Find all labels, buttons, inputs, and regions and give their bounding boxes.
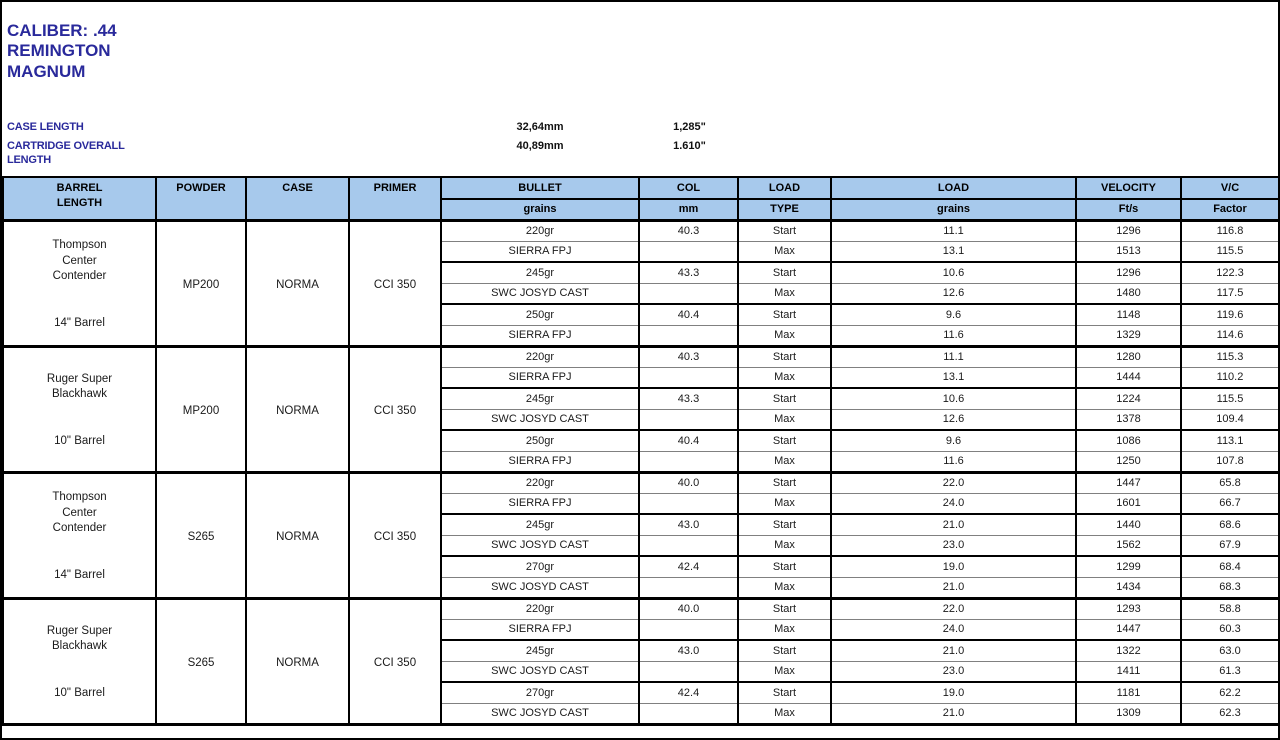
bullet-weight-cell: 245gr: [441, 514, 639, 535]
load-grains-cell: 19.0: [831, 556, 1076, 577]
col-mm-cell: 43.3: [639, 262, 738, 283]
column-header-text: LENGTH: [56, 196, 103, 209]
col-mm-cell: [639, 493, 738, 514]
powder-cell: S265: [156, 598, 246, 724]
vc-factor-cell: 62.3: [1181, 703, 1279, 724]
load-grains-cell: 21.0: [831, 640, 1076, 661]
barrel-length-line: [4, 537, 155, 553]
load-grains-cell: 13.1: [831, 367, 1076, 388]
column-subheader-vc-factor: Factor: [1181, 199, 1279, 220]
load-grains-cell: 22.0: [831, 598, 1076, 619]
load-grains-cell: 9.6: [831, 430, 1076, 451]
load-grains-cell: 11.6: [831, 451, 1076, 472]
bullet-name-cell: SWC JOSYD CAST: [441, 577, 639, 598]
barrel-length-line: 14" Barrel: [54, 568, 105, 581]
bullet-name-cell: SWC JOSYD CAST: [441, 535, 639, 556]
bullet-name-cell: SIERRA FPJ: [441, 451, 639, 472]
bullet-weight-cell: 220gr: [441, 598, 639, 619]
load-grains-cell: 23.0: [831, 661, 1076, 682]
velocity-cell: 1296: [1076, 220, 1181, 241]
barrel-length-line: Thompson: [52, 239, 107, 251]
bullet-name-cell: SIERRA FPJ: [441, 493, 639, 514]
load-type-cell: Start: [738, 556, 831, 577]
col-mm-cell: [639, 409, 738, 430]
column-subheader-col-mm: mm: [639, 199, 738, 220]
velocity-cell: 1280: [1076, 346, 1181, 367]
table-row: [3, 472, 1279, 493]
velocity-cell: 1378: [1076, 409, 1181, 430]
col-mm-cell: 43.0: [639, 640, 738, 661]
barrel-length-line: 14" Barrel: [54, 316, 105, 329]
col-mm-cell: [639, 367, 738, 388]
bullet-name-cell: SWC JOSYD CAST: [441, 283, 639, 304]
vc-factor-cell: 66.7: [1181, 493, 1279, 514]
load-grains-cell: 22.0: [831, 472, 1076, 493]
bullet-weight-cell: 250gr: [441, 304, 639, 325]
velocity-cell: 1086: [1076, 430, 1181, 451]
primer-cell: CCI 350: [349, 220, 441, 346]
bullet-weight-cell: 270gr: [441, 682, 639, 703]
velocity-cell: 1434: [1076, 577, 1181, 598]
column-header-text: BARREL: [56, 182, 103, 194]
vc-factor-cell: 115.3: [1181, 346, 1279, 367]
barrel-length-cell: [3, 598, 156, 724]
velocity-cell: 1480: [1076, 283, 1181, 304]
sheet-header: [2, 2, 1278, 176]
col-mm-cell: 40.0: [639, 472, 738, 493]
bullet-name-cell: SIERRA FPJ: [441, 241, 639, 262]
case-length-inch-value: 1,285": [673, 121, 706, 133]
load-grains-cell: 12.6: [831, 283, 1076, 304]
case-cell: NORMA: [246, 220, 349, 346]
vc-factor-cell: 116.8: [1181, 220, 1279, 241]
load-type-cell: Start: [738, 220, 831, 241]
load-grains-cell: 11.6: [831, 325, 1076, 346]
vc-factor-cell: 109.4: [1181, 409, 1279, 430]
bullet-name-cell: SWC JOSYD CAST: [441, 409, 639, 430]
load-type-cell: Start: [738, 682, 831, 703]
col-mm-cell: [639, 283, 738, 304]
case-cell: NORMA: [246, 472, 349, 598]
vc-factor-cell: 68.4: [1181, 556, 1279, 577]
velocity-cell: 1322: [1076, 640, 1181, 661]
velocity-cell: 1224: [1076, 388, 1181, 409]
column-header-vc: V/C: [1181, 177, 1279, 199]
vc-factor-cell: 68.6: [1181, 514, 1279, 535]
vc-factor-cell: 61.3: [1181, 661, 1279, 682]
bullet-weight-cell: 245gr: [441, 262, 639, 283]
load-type-cell: Max: [738, 619, 831, 640]
load-type-cell: Max: [738, 451, 831, 472]
vc-factor-cell: 62.2: [1181, 682, 1279, 703]
col-mm-cell: 40.4: [639, 304, 738, 325]
load-type-cell: Start: [738, 304, 831, 325]
vc-factor-cell: 119.6: [1181, 304, 1279, 325]
load-grains-cell: 24.0: [831, 619, 1076, 640]
velocity-cell: 1440: [1076, 514, 1181, 535]
vc-factor-cell: 58.8: [1181, 598, 1279, 619]
col-mm-cell: [639, 241, 738, 262]
barrel-length-line: 10" Barrel: [54, 434, 105, 447]
velocity-cell: 1411: [1076, 661, 1181, 682]
load-grains-cell: 9.6: [831, 304, 1076, 325]
load-type-cell: Max: [738, 703, 831, 724]
col-mm-cell: [639, 535, 738, 556]
bullet-weight-cell: 245gr: [441, 388, 639, 409]
caliber-title-line: CALIBER: .44: [7, 21, 117, 40]
powder-cell: MP200: [156, 220, 246, 346]
vc-factor-cell: 63.0: [1181, 640, 1279, 661]
powder-cell: MP200: [156, 346, 246, 472]
barrel-length-line: Blackhawk: [52, 388, 107, 401]
load-type-cell: Max: [738, 577, 831, 598]
barrel-length-line: [4, 403, 155, 419]
column-header-col: COL: [639, 177, 738, 199]
col-mm-cell: 40.4: [639, 430, 738, 451]
bullet-weight-cell: 220gr: [441, 346, 639, 367]
case-length-label: CASE LENGTH: [7, 121, 84, 133]
velocity-cell: 1250: [1076, 451, 1181, 472]
column-header-case: CASE: [246, 177, 349, 220]
column-header-powder: POWDER: [156, 177, 246, 220]
barrel-length-line: [4, 300, 155, 316]
vc-factor-cell: 115.5: [1181, 388, 1279, 409]
col-mm-cell: [639, 451, 738, 472]
column-subheader-bullet-grains: grains: [441, 199, 639, 220]
load-grains-cell: 21.0: [831, 514, 1076, 535]
velocity-cell: 1299: [1076, 556, 1181, 577]
load-grains-cell: 21.0: [831, 577, 1076, 598]
table-header: [3, 177, 1279, 220]
load-grains-cell: 10.6: [831, 262, 1076, 283]
bullet-weight-cell: 220gr: [441, 472, 639, 493]
table-row: [3, 598, 1279, 619]
barrel-length-line: 10" Barrel: [54, 686, 105, 699]
load-type-cell: Start: [738, 598, 831, 619]
cartridge-overall-length-inch-value: 1.610": [673, 140, 706, 152]
case-cell: NORMA: [246, 346, 349, 472]
load-grains-cell: 13.1: [831, 241, 1076, 262]
barrel-length-cell: [3, 220, 156, 346]
column-header-barrel-length: [3, 177, 156, 220]
load-type-cell: Max: [738, 661, 831, 682]
primer-cell: CCI 350: [349, 472, 441, 598]
table-row: [3, 220, 1279, 241]
barrel-length-line: Center: [62, 506, 97, 519]
velocity-cell: 1148: [1076, 304, 1181, 325]
vc-factor-cell: 110.2: [1181, 367, 1279, 388]
primer-cell: CCI 350: [349, 346, 441, 472]
caliber-title-line: MAGNUM: [7, 61, 86, 81]
column-header-primer: PRIMER: [349, 177, 441, 220]
velocity-cell: 1309: [1076, 703, 1181, 724]
col-mm-cell: [639, 619, 738, 640]
velocity-cell: 1447: [1076, 472, 1181, 493]
barrel-length-line: Contender: [52, 522, 107, 534]
barrel-length-line: [4, 552, 155, 568]
barrel-length-line: Center: [62, 254, 97, 267]
load-grains-cell: 10.6: [831, 388, 1076, 409]
col-mm-cell: 42.4: [639, 682, 738, 703]
velocity-cell: 1447: [1076, 619, 1181, 640]
barrel-length-cell: [3, 472, 156, 598]
column-header-load-type: LOAD: [738, 177, 831, 199]
velocity-cell: 1293: [1076, 598, 1181, 619]
barrel-length-line: [4, 670, 155, 686]
primer-cell: CCI 350: [349, 598, 441, 724]
velocity-cell: 1444: [1076, 367, 1181, 388]
velocity-cell: 1329: [1076, 325, 1181, 346]
barrel-length-line: [4, 418, 155, 434]
barrel-length-line: Ruger Super: [46, 372, 113, 385]
velocity-cell: 1601: [1076, 493, 1181, 514]
bullet-weight-cell: 250gr: [441, 430, 639, 451]
load-grains-cell: 23.0: [831, 535, 1076, 556]
barrel-length-line: Contender: [52, 270, 107, 282]
column-subheader-velocity-fts: Ft/s: [1076, 199, 1181, 220]
load-type-cell: Max: [738, 409, 831, 430]
bullet-name-cell: SIERRA FPJ: [441, 619, 639, 640]
col-mm-cell: 42.4: [639, 556, 738, 577]
cartridge-overall-length-mm-value: 40,89mm: [516, 140, 564, 152]
load-grains-cell: 11.1: [831, 346, 1076, 367]
bullet-name-cell: SWC JOSYD CAST: [441, 703, 639, 724]
col-mm-cell: [639, 577, 738, 598]
velocity-cell: 1181: [1076, 682, 1181, 703]
bullet-weight-cell: 245gr: [441, 640, 639, 661]
load-type-cell: Start: [738, 262, 831, 283]
load-type-cell: Start: [738, 388, 831, 409]
velocity-cell: 1513: [1076, 241, 1181, 262]
case-cell: NORMA: [246, 598, 349, 724]
load-grains-cell: 24.0: [831, 493, 1076, 514]
bullet-weight-cell: 270gr: [441, 556, 639, 577]
load-data-table: [2, 176, 1280, 726]
load-type-cell: Start: [738, 472, 831, 493]
caliber-title: [7, 21, 117, 82]
vc-factor-cell: 122.3: [1181, 262, 1279, 283]
load-type-cell: Max: [738, 535, 831, 556]
barrel-length-cell: [3, 346, 156, 472]
col-mm-cell: 40.0: [639, 598, 738, 619]
vc-factor-cell: 68.3: [1181, 577, 1279, 598]
cartridge-overall-length-label: CARTRIDGE OVERALL LENGTH: [7, 140, 125, 166]
bullet-name-cell: SWC JOSYD CAST: [441, 661, 639, 682]
bullet-name-cell: SIERRA FPJ: [441, 325, 639, 346]
vc-factor-cell: 117.5: [1181, 283, 1279, 304]
load-type-cell: Start: [738, 346, 831, 367]
load-type-cell: Start: [738, 514, 831, 535]
load-type-cell: Max: [738, 283, 831, 304]
caliber-title-line: REMINGTON: [7, 41, 111, 61]
bullet-name-cell: SIERRA FPJ: [441, 367, 639, 388]
load-type-cell: Max: [738, 493, 831, 514]
load-type-cell: Max: [738, 325, 831, 346]
vc-factor-cell: 67.9: [1181, 535, 1279, 556]
powder-cell: S265: [156, 472, 246, 598]
bullet-weight-cell: 220gr: [441, 220, 639, 241]
load-grains-cell: 21.0: [831, 703, 1076, 724]
load-table-body: [3, 220, 1279, 724]
barrel-length-line: [4, 285, 155, 301]
column-header-load-grains: LOAD: [831, 177, 1076, 199]
vc-factor-cell: 60.3: [1181, 619, 1279, 640]
col-mm-cell: 43.3: [639, 388, 738, 409]
vc-factor-cell: 114.6: [1181, 325, 1279, 346]
col-mm-cell: [639, 325, 738, 346]
vc-factor-cell: 113.1: [1181, 430, 1279, 451]
column-header-velocity: VELOCITY: [1076, 177, 1181, 199]
case-length-mm-value: 32,64mm: [516, 121, 564, 133]
vc-factor-cell: 65.8: [1181, 472, 1279, 493]
col-mm-cell: 43.0: [639, 514, 738, 535]
load-grains-cell: 11.1: [831, 220, 1076, 241]
barrel-length-line: Thompson: [52, 491, 107, 503]
column-header-bullet: BULLET: [441, 177, 639, 199]
load-type-cell: Max: [738, 367, 831, 388]
load-grains-cell: 19.0: [831, 682, 1076, 703]
velocity-cell: 1562: [1076, 535, 1181, 556]
col-mm-cell: [639, 661, 738, 682]
column-subheader-load-type: TYPE: [738, 199, 831, 220]
barrel-length-line: Ruger Super: [46, 624, 113, 637]
vc-factor-cell: 115.5: [1181, 241, 1279, 262]
vc-factor-cell: 107.8: [1181, 451, 1279, 472]
col-mm-cell: [639, 703, 738, 724]
load-grains-cell: 12.6: [831, 409, 1076, 430]
barrel-length-line: [4, 655, 155, 671]
barrel-length-line: Blackhawk: [52, 640, 107, 653]
col-mm-cell: 40.3: [639, 220, 738, 241]
table-row: [3, 346, 1279, 367]
col-mm-cell: 40.3: [639, 346, 738, 367]
velocity-cell: 1296: [1076, 262, 1181, 283]
load-type-cell: Max: [738, 241, 831, 262]
load-type-cell: Start: [738, 640, 831, 661]
load-type-cell: Start: [738, 430, 831, 451]
column-subheader-load-grains: grains: [831, 199, 1076, 220]
